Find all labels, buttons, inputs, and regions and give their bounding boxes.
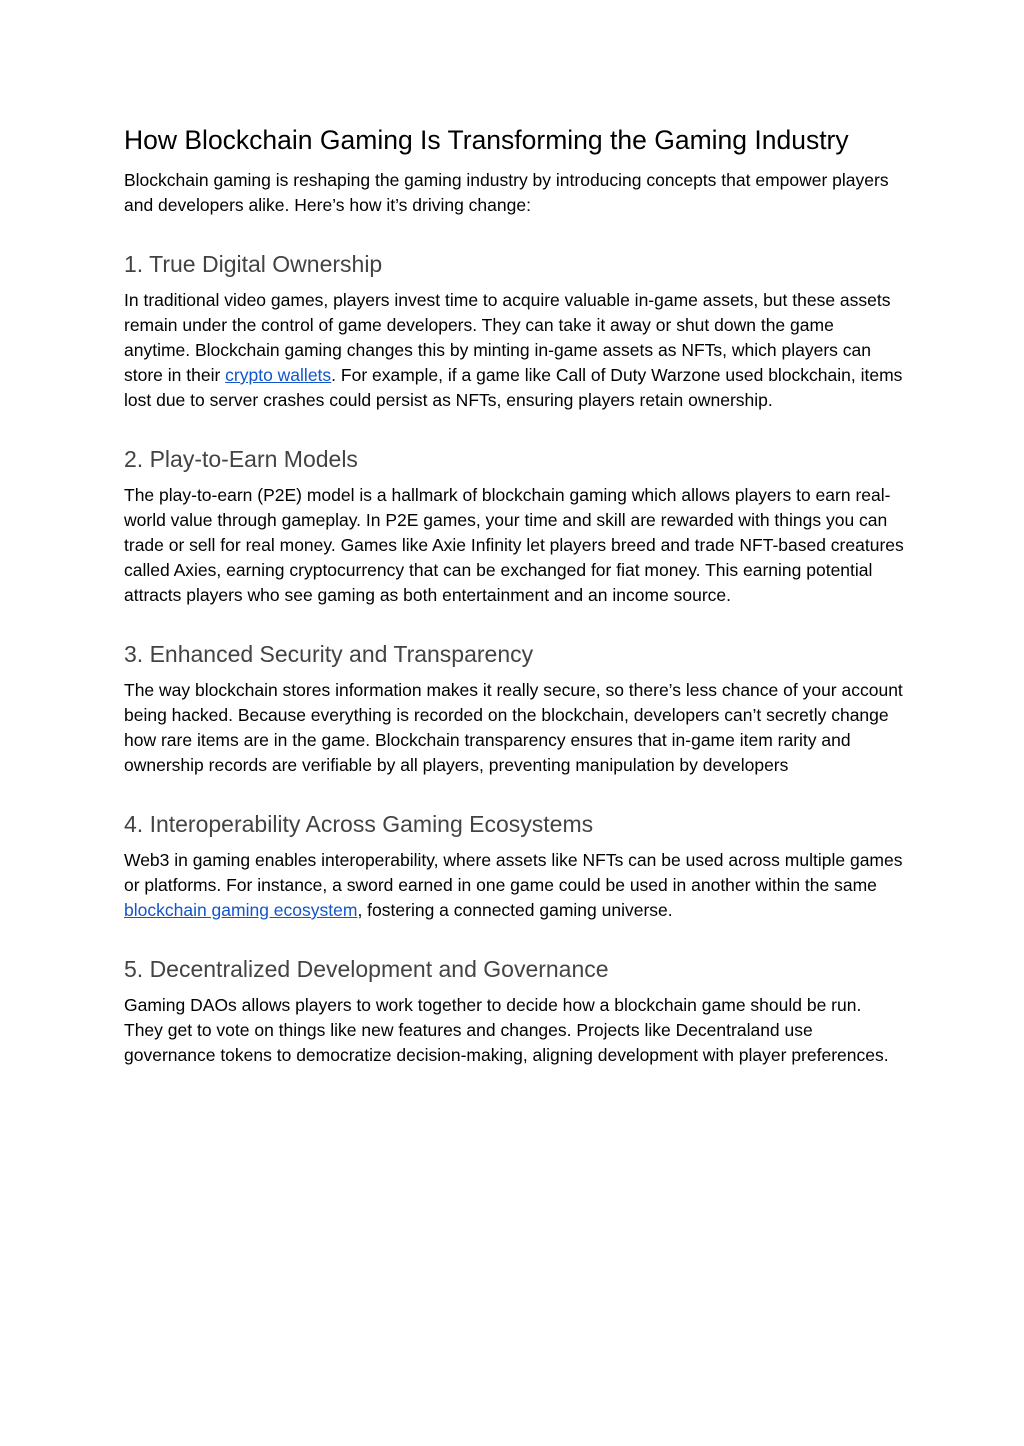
section-heading: 2. Play-to-Earn Models — [124, 446, 358, 472]
section-security-transparency — [124, 636, 904, 778]
section-interoperability — [124, 806, 904, 923]
section-heading: 3. Enhanced Security and Transparency — [124, 641, 534, 667]
blockchain-gaming-ecosystem-link[interactable]: blockchain gaming ecosystem — [124, 900, 358, 920]
paragraph-text: , fostering a connected gaming universe. — [357, 900, 673, 920]
document-title: How Blockchain Gaming Is Transforming the Gaming Industry — [124, 125, 849, 155]
intro-paragraph: Blockchain gaming is reshaping the gaming industry by introducing concepts that empower players and developers alike. Here’s how it’s driving change: — [124, 170, 889, 215]
section-paragraph: The way blockchain stores information makes it really secure, so there’s less chance of your account being hacked. Because everything is recorded on the blockchain, developers can’t secretly change how rare items are in the game. Blockchain transparency ensures that in-game item rarity and ownership records are verifiable by all players, preventing manipulation by developers — [124, 680, 903, 775]
section-paragraph — [124, 848, 904, 923]
section-paragraph: The play-to-earn (P2E) model is a hallmark of blockchain gaming which allows players to earn real-world value through gameplay. In P2E games, your time and skill are rewarded with things you can trade or sell for real money. Games like Axie Infinity let players breed and trade NFT-based creatures called Axies, earning cryptocurrency that can be exchanged for fiat money. This earning potential attracts players who see gaming as both entertainment and an income source. — [124, 485, 904, 605]
section-true-digital-ownership — [124, 246, 904, 413]
section-decentralized-governance — [124, 951, 904, 1068]
paragraph-text: Web3 in gaming enables interoperability, where assets like NFTs can be used across multiple games or platforms. For instance, a sword earned in one game could be used in another within the same — [124, 850, 903, 895]
paragraph-text: In traditional video games, players invest time to acquire valuable in-game assets, but these assets remain under the control of game developers. They can take it away or shut down the game anytime. Blockchain gaming changes this by minting in-game assets as NFTs, which players can store in their — [124, 290, 891, 385]
section-paragraph: Gaming DAOs allows players to work together to decide how a blockchain game should be run. They get to vote on things like new features and changes. Projects like Decentraland use governance tokens to democratize decision-making, aligning development with player preferences. — [124, 995, 889, 1065]
section-heading: 5. Decentralized Development and Governance — [124, 956, 609, 982]
document-page — [124, 120, 904, 1068]
section-heading: 4. Interoperability Across Gaming Ecosystems — [124, 811, 594, 837]
paragraph-text: . For example, if a game like Call of Duty Warzone used blockchain, items lost due to server crashes could persist as NFTs, ensuring players retain ownership. — [124, 365, 903, 410]
section-paragraph — [124, 288, 904, 413]
section-play-to-earn — [124, 441, 904, 608]
crypto-wallets-link[interactable]: crypto wallets — [225, 365, 332, 385]
section-heading: 1. True Digital Ownership — [124, 251, 383, 277]
